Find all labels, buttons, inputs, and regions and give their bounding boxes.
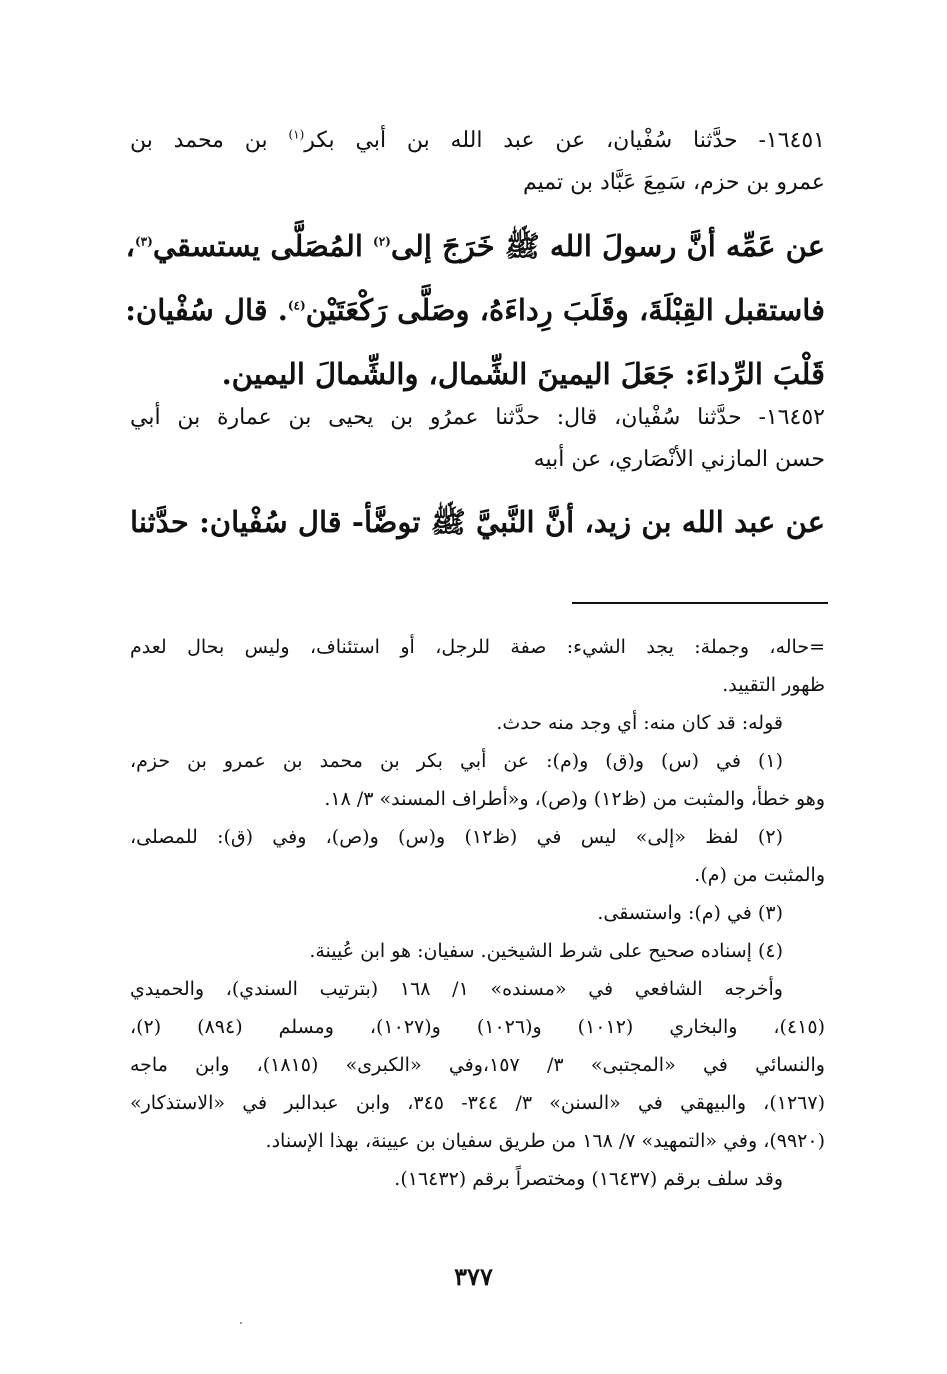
page-number: ٣٧٧ (454, 1262, 493, 1291)
matn-line (125, 278, 825, 342)
footnote-marker: (٤) (287, 298, 306, 313)
footnote-line: ظهور التقييد. (722, 674, 825, 696)
footnote-2: (٢) لفظ «إلى» ليس في (ظ١٢) و(س) و(ص)، وفي (ق): للمصلى، (130, 826, 783, 848)
matn-text: ، (125, 229, 135, 263)
footnote-line: =حاله، وجملة: يجد الشيء: صفة للرجل، أو استئناف، وليس بحال لعدم (130, 636, 825, 658)
footnote-1: (١) في (س) و(ق) و(م): عن أبي بكر بن محمد بن عمرو بن حزم، (130, 750, 783, 772)
matn-text: عن عَمِّه أنَّ رسولَ الله ﷺ خَرَجَ إلى (390, 229, 825, 263)
matn-line (125, 214, 825, 278)
footnote-4: (٤) إسناده صحيح على شرط الشيخين. سفيان: هو ابن عُيينة. (309, 940, 783, 962)
footnote-line: وقد سلف برقم (١٦٤٣٧) ومختصراً برقم (١٦٤٣٢). (394, 1168, 783, 1190)
print-speck (240, 1322, 242, 1324)
sanad-text: ١٦٤٥١- حدَّثنا سُفْيان، عن عبد الله بن أبي بكر (304, 128, 825, 153)
sanad-line: ١٦٤٥٢- حدَّثنا سُفْيان، قال: حدَّثنا عمرُو بن يحيى بن عمارة بن أبي (130, 405, 825, 430)
footnote-line: وأخرجه الشافعي في «مسنده» ١/ ١٦٨ (بترتيب السندي)، والحميدي (130, 978, 783, 1000)
hadith-16452-matn (130, 490, 825, 554)
sanad-line: عمرو بن حزم، سَمِعَ عَبَّاد بن تميم (522, 170, 825, 195)
footnote-line: (١٢٦٧)، والبيهقي في «السنن» ٣/ ٣٤٤- ٣٤٥، وابن عبدالبر في «الاستذكار» (130, 1092, 825, 1114)
footnote-marker: (١) (288, 127, 305, 142)
footnote-marker: (٢) (373, 234, 391, 249)
sanad-line (130, 120, 825, 162)
matn-text: المُصَلَّى يستسقي (152, 229, 373, 263)
footnote-line: والمثبت من (م). (694, 864, 825, 886)
hadith-16451-sanad (130, 120, 825, 204)
footnote-marker: (٣) (134, 234, 153, 249)
hadith-16451-matn (125, 214, 825, 406)
matn-line: قَلْبَ الرِّداءَ: جَعَلَ اليمينَ الشِّمال، والشِّمالَ اليمين. (221, 357, 825, 391)
footnote-line: قوله: قد كان منه: أي وجد منه حدث. (496, 712, 783, 734)
footnote-line: (٩٩٢٠)، وفي «التمهيد» ٧/ ١٦٨ من طريق سفيان بن عيينة، بهذا الإسناد. (265, 1130, 825, 1152)
matn-line: عن عبد الله بن زيد، أنَّ النَّبيَّ ﷺ توضَّأ- قال سُفْيان: حدَّثنا (130, 505, 825, 539)
matn-text: فاستقبل القِبْلَةَ، وقَلَبَ رِداءَهُ، وصَلَّى رَكْعَتَيْن (305, 293, 825, 327)
sanad-text: بن محمد بن (130, 128, 289, 153)
footnote-line: (٤١٥)، والبخاري (١٠١٢) و(١٠٢٦) و(١٠٢٧)، ومسلم (٨٩٤) (٢)، (130, 1016, 825, 1038)
footnotes (130, 628, 825, 1198)
matn-text: . قال سُفْيان: (125, 293, 288, 327)
hadith-16452-sanad (130, 397, 825, 481)
footnote-separator (572, 602, 828, 604)
footnote-3: (٣) في (م): واستسقى. (597, 902, 783, 924)
sanad-line: حسن المازني الأنْصَاري، عن أبيه (533, 447, 825, 472)
footnote-line: وهو خطأ، والمثبت من (ظ١٢) و(ص)، و«أطراف المسند» ٣/ ١٨. (324, 788, 825, 810)
footnote-line: والنسائي في «المجتبى» ٣/ ١٥٧،وفي «الكبرى» (١٨١٥)، وابن ماجه (130, 1054, 825, 1076)
